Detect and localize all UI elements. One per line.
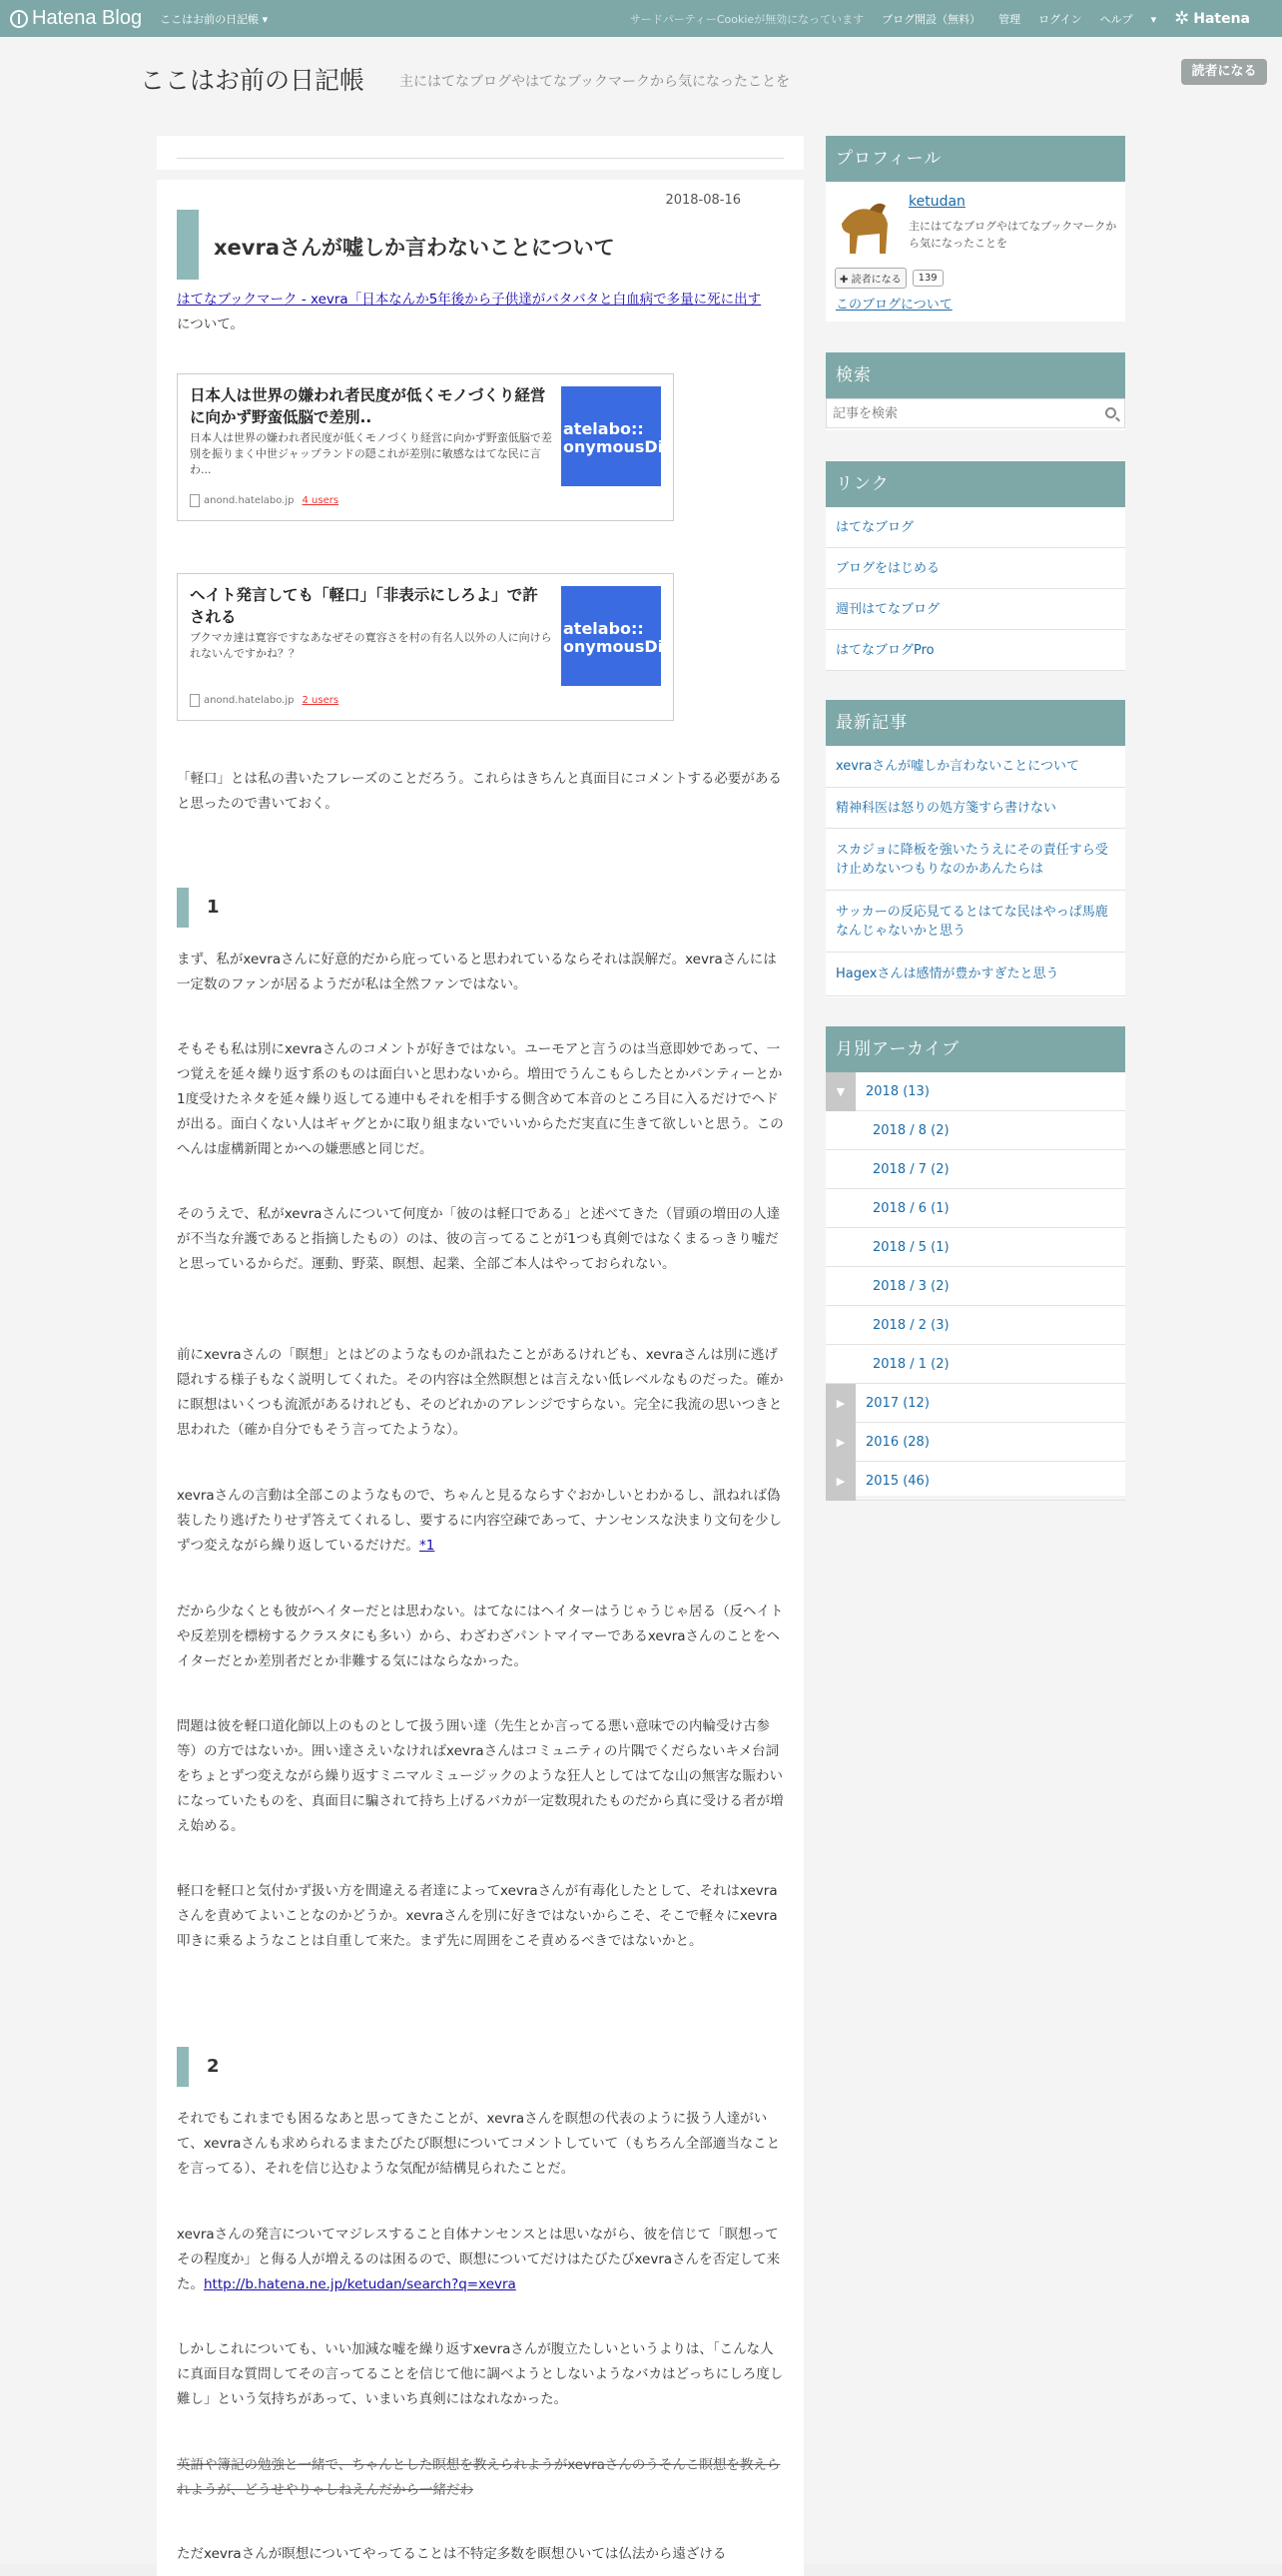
archive-month[interactable]: 2018 / 2 (3) bbox=[826, 1306, 1125, 1345]
embed-card[interactable] bbox=[177, 373, 682, 521]
card-title[interactable]: ヘイト発言しても「軽口」「非表示にしろよ」で許される bbox=[190, 586, 538, 626]
hatena-blog-logo[interactable] bbox=[10, 7, 142, 30]
heading-accent-bar bbox=[177, 2047, 189, 2087]
intro-after: について。 bbox=[177, 317, 244, 332]
paragraph: 「軽口」とは私の書いたフレーズのことだろう。これらはきちんと真面目にコメントする必要があると思ったので書いておく。 bbox=[177, 771, 782, 812]
card-site: anond.hatelabo.jp bbox=[204, 695, 295, 706]
recent-entry[interactable]: xevraさんが嘘しか言わないことについて bbox=[826, 746, 1125, 788]
card-meta bbox=[190, 694, 338, 707]
card-meta bbox=[190, 494, 338, 507]
paragraph: 前にxevraさんの「瞑想」とはどのようなものか訊ねたことがあるけれども、xevraさんは別に逃げ隠れする様子もなく説明してくれた。その内容は全然瞑想とは言えない低レベルなものだった。確かに瞑想はいくつも流派があるけれども、そのどれかのアレンジですらない。完全に我流の思いつきと思われた（確か自分でもそう言ってたような）。 bbox=[177, 1347, 784, 1438]
recent-entry[interactable]: Hagexさんは感情が豊かすぎたと思う bbox=[826, 953, 1125, 996]
help-label: ヘルプ bbox=[1099, 12, 1133, 26]
paragraph: それでもこれまでも困るなあと思ってきたことが、xevraさんを瞑想の代表のように扱う人達がいて、xevraさんも求められるままたびたび瞑想についてコメントしていて（もちろん全部適当なことを言ってる）、それを信じ込むような気配が結構見られたことだ。 bbox=[177, 2111, 781, 2177]
hatena-label: Hatena bbox=[1193, 10, 1250, 27]
archive-month[interactable]: 2018 / 1 (2) bbox=[826, 1345, 1125, 1384]
link-item[interactable]: ブログをはじめる bbox=[826, 548, 1125, 589]
thumb-text: atelabo:: onymousDiar bbox=[563, 619, 682, 656]
archive-year[interactable] bbox=[826, 1384, 1125, 1423]
recent-entry[interactable]: 精神科医は怒りの処方箋すら書けない bbox=[826, 788, 1125, 829]
blog-description: 主にはてなブログやはてなブックマークから気になったことを bbox=[399, 74, 791, 90]
archive-month[interactable]: 2018 / 5 (1) bbox=[826, 1228, 1125, 1267]
module-title: リンク bbox=[826, 461, 1125, 507]
archive-month[interactable]: 2018 / 8 (2) bbox=[826, 1111, 1125, 1150]
archive-year-label[interactable]: 2017 (12) bbox=[866, 1395, 930, 1411]
search-box bbox=[826, 398, 1125, 428]
profile-subscribe bbox=[835, 268, 944, 289]
help-menu[interactable]: ヘルプ ▾ bbox=[1099, 12, 1157, 26]
recent-entry[interactable]: スカジョに降板を強いたうえにその責任すら受け止めないつもりなのかあんたらは bbox=[826, 829, 1125, 891]
login-link[interactable]: ログイン bbox=[1038, 12, 1082, 26]
top-box bbox=[157, 136, 804, 170]
section-heading: 2 bbox=[207, 2056, 220, 2077]
archive-year[interactable] bbox=[826, 1072, 1125, 1111]
blog-header bbox=[0, 37, 1282, 132]
archive-month[interactable]: 2018 / 3 (2) bbox=[826, 1267, 1125, 1306]
card-title[interactable]: 日本人は世界の嫌われ者民度が低くモノづくり経営に向かず野蛮低脳で差別.. bbox=[190, 386, 546, 426]
section-heading: 1 bbox=[207, 897, 220, 918]
card-thumbnail[interactable] bbox=[561, 386, 682, 486]
entry-title[interactable]: xevraさんが嘘しか言わないことについて bbox=[214, 236, 615, 260]
blog-title[interactable]: ここはお前の日記帳 bbox=[140, 66, 365, 95]
archive-year[interactable] bbox=[826, 1462, 1125, 1501]
search-input[interactable] bbox=[827, 399, 1076, 427]
search-module bbox=[826, 352, 1125, 430]
open-blog-link[interactable]: ブログ開設（無料） bbox=[882, 12, 981, 26]
archive-year-label[interactable]: 2016 (28) bbox=[866, 1434, 930, 1450]
expand-icon[interactable]: ▶ bbox=[826, 1462, 856, 1501]
bookmark-users[interactable]: 4 users bbox=[302, 495, 339, 506]
header-right-nav bbox=[630, 0, 1282, 37]
intro-paragraph bbox=[177, 288, 786, 337]
bookmark-users[interactable]: 2 users bbox=[302, 695, 339, 706]
hatena-star-icon: ✲ bbox=[1174, 8, 1190, 29]
paragraph: そのうえで、私がxevraさんについて何度か「彼のは軽口である」と述べてきた（冒頭の増田の人達が不当な弁護であると指摘したもの）のは、彼の言ってることが1つも真剣ではなくまるっきり嘘だと思っているからだ。運動、野菜、瞑想、起業、全部ご本人はやっておられない。 bbox=[177, 1206, 781, 1272]
module-title: 最新記事 bbox=[826, 700, 1125, 746]
paragraph: 問題は彼を軽口道化師以上のものとして扱う囲い達（先生とか言ってる悪い意味での内輪受け古参等）の方ではないか。囲い達さえいなければxevraさんはコミュニティの片隅でくだらないキメ台詞をちょとずつ変えながら繰り返すミニマルミュージックのような狂人としてはてな山の無害な賑わいになっていたものを、真面目に騙されて持ち上げるバカが一定数現れたものだから真に受ける者が増え始める。 bbox=[177, 1718, 784, 1834]
search-link[interactable]: http://b.hatena.ne.jp/ketudan/search?q=xevra bbox=[204, 2276, 516, 2292]
card-description: ブクマカ達は寛容ですなあなぜその寛容さを村の有名人以外の人に向けられないんですかね？？ bbox=[190, 631, 552, 660]
link-item[interactable]: 週刊はてなブログ bbox=[826, 589, 1125, 630]
divider bbox=[177, 158, 784, 159]
archive-module bbox=[826, 1026, 1125, 1496]
blog-name-menu[interactable]: ここはお前の日記帳 ▾ bbox=[160, 12, 269, 26]
paragraph: まず、私がxevraさんに好意的だから庇っていると思われているならそれは誤解だ。xevraさんには一定数のファンが居るようだが私は全然ファンではない。 bbox=[177, 952, 777, 992]
hatena-link[interactable] bbox=[1174, 8, 1268, 29]
subscribe-button[interactable]: 読者になる bbox=[1181, 59, 1267, 85]
recent-entries-module bbox=[826, 700, 1125, 997]
main-area bbox=[0, 132, 1282, 2564]
blog-name-label: ここはお前の日記帳 bbox=[160, 12, 260, 26]
paragraph: 軽口を軽口と気付かず扱い方を間違える者達によってxevraさんが有毒化したとして、それはxevraさんを責めてよいことなのかどうか。xevraさんを別に好きではないからこそ、そこで軽々にxevra叩きに乗るようなことは自重して来た。まず先に周囲をこそ責めるべきではないかと。 bbox=[177, 1883, 778, 1949]
entry-article bbox=[157, 180, 804, 2576]
profile-name[interactable]: ketudan bbox=[909, 194, 965, 210]
paragraph bbox=[177, 1484, 786, 1559]
paragraph-text: xevraさんの発言についてマジレスすること自体ナンセンスとは思いながら、彼を信じて「瞑想ってその程度か」と侮る人が増えるのは困るので、瞑想についてだけはたびたびxevraさんを否定して来た。 bbox=[177, 2227, 781, 2292]
module-title: プロフィール bbox=[826, 136, 1125, 182]
card-thumbnail[interactable] bbox=[561, 586, 682, 686]
link-item[interactable]: はてなブログ bbox=[826, 507, 1125, 548]
heading-accent-bar bbox=[177, 888, 189, 928]
archive-year[interactable] bbox=[826, 1423, 1125, 1462]
archive-month[interactable]: 2018 / 6 (1) bbox=[826, 1189, 1125, 1228]
link-item[interactable]: はてなブログPro bbox=[826, 630, 1125, 671]
links-module bbox=[826, 461, 1125, 671]
logo-text: Hatena Blog bbox=[32, 7, 143, 29]
expand-icon[interactable]: ▶ bbox=[826, 1384, 856, 1423]
strikethrough-paragraph: 英語や簿記の勉強と一緒で、ちゃんとした瞑想を教えられようがxevraさんのうそんこ瞑想を教えられようが、どうせやりゃしねえんだから一緒だわ bbox=[177, 2457, 781, 2498]
intro-link[interactable]: はてなブックマーク - xevra「日本なんか5年後から子供達がバタバタと白血病で多量に死に出す bbox=[177, 292, 762, 308]
paragraph: しかしこれについても、いい加減な嘘を繰り返すxevraさんが腹立たしいというよりは、「こんな人に真面目な質問してその言ってることを信じて他に調べようとしないようなバカはどっちにしろ度し難し」という気持ちがあって、いまいち真剣にはなれなかった。 bbox=[177, 2341, 784, 2407]
entry-date[interactable]: 2018-08-16 bbox=[665, 193, 741, 208]
hatena-logo-icon bbox=[10, 10, 28, 28]
profile-description: 主にはてなブログやはてなブックマークから気になったことを bbox=[909, 220, 1117, 250]
title-accent-bar bbox=[177, 210, 199, 280]
admin-link[interactable]: 管理 bbox=[998, 12, 1021, 26]
plus-icon: ✚ bbox=[840, 275, 849, 286]
embed-card[interactable] bbox=[177, 573, 682, 721]
archive-year-label[interactable]: 2015 (46) bbox=[866, 1473, 930, 1489]
recent-entry[interactable]: サッカーの反応見てるとはてな民はやっぱ馬鹿なんじゃないかと思う bbox=[826, 891, 1125, 953]
card-description: 日本人は世界の嫌われ者民度が低くモノづくり経営に向かず野蛮低脳で差別を振りまく中世ジャップランドの隠これが差別に敏感なはてな民に言わ... bbox=[190, 431, 552, 476]
module-title: 検索 bbox=[826, 352, 1125, 398]
profile-subscribe-button[interactable] bbox=[835, 268, 907, 289]
paragraph: ただxevraさんが瞑想についてやってることは不特定多数を瞑想ひいては仏法から遠ざける bbox=[177, 2546, 727, 2562]
document-icon bbox=[190, 694, 200, 707]
subscribe-label: 読者になる bbox=[851, 275, 902, 286]
cookie-notice: サードパーティーCookieが無効になっています bbox=[629, 12, 865, 26]
subscriber-count[interactable]: 139 bbox=[913, 270, 944, 287]
archive-year-label[interactable]: 2018 (13) bbox=[866, 1083, 930, 1099]
paragraph: だから少なくとも彼がヘイターだとは思わない。はてなにはヘイターはうじゃうじゃ居る（反ヘイトや反差別を標榜するクラスタにも多い）から、わざわざパントマイマーであるxevraさんのことをヘイターだとか差別者だとか非難する気にはならなかった。 bbox=[177, 1604, 784, 1669]
card-site: anond.hatelabo.jp bbox=[204, 495, 295, 506]
global-header bbox=[0, 0, 1282, 37]
search-icon[interactable] bbox=[1105, 407, 1116, 418]
paragraph: そもそも私は別にxevraさんのコメントが好きではない。ユーモアと言うのは当意即妙であって、一つ覚えを延々繰り返す系のものは面白いと思わないから。増田でうんこもらしたとかパンティーとか1度受けたネタを延々繰り返してる連中もそれを相手する側含めて本音のところ目に入るだけでヘドが出る。面白くない人はギャグとかに取り組まないでいいからただ実直に生きて欲しいと思う。このへんは虚構新聞とかへの嫌悪感と同じだ。 bbox=[177, 1041, 784, 1157]
collapse-icon[interactable]: ▼ bbox=[826, 1072, 856, 1111]
expand-icon[interactable]: ▶ bbox=[826, 1423, 856, 1462]
footnote-link[interactable]: *1 bbox=[419, 1538, 435, 1554]
paragraph bbox=[177, 2223, 786, 2297]
profile-module bbox=[826, 136, 1125, 322]
paragraph-text: xevraさんの言動は全部このようなもので、ちゃんと見るならすぐおかしいとわかるし、訊ねれば偽装したり逃げたりせず答えてくれるし、要するに内容空疎であって、ナンセンスな決まり文句を少しずつ変えながら繰り返しているだけだ。 bbox=[177, 1488, 783, 1554]
about-blog-link[interactable]: このブログについて bbox=[836, 298, 953, 313]
document-icon bbox=[190, 494, 200, 507]
module-title: 月別アーカイブ bbox=[826, 1026, 1125, 1072]
avatar[interactable] bbox=[834, 194, 894, 259]
archive-month[interactable]: 2018 / 7 (2) bbox=[826, 1150, 1125, 1189]
thumb-text: atelabo:: onymousDiar bbox=[563, 419, 682, 456]
